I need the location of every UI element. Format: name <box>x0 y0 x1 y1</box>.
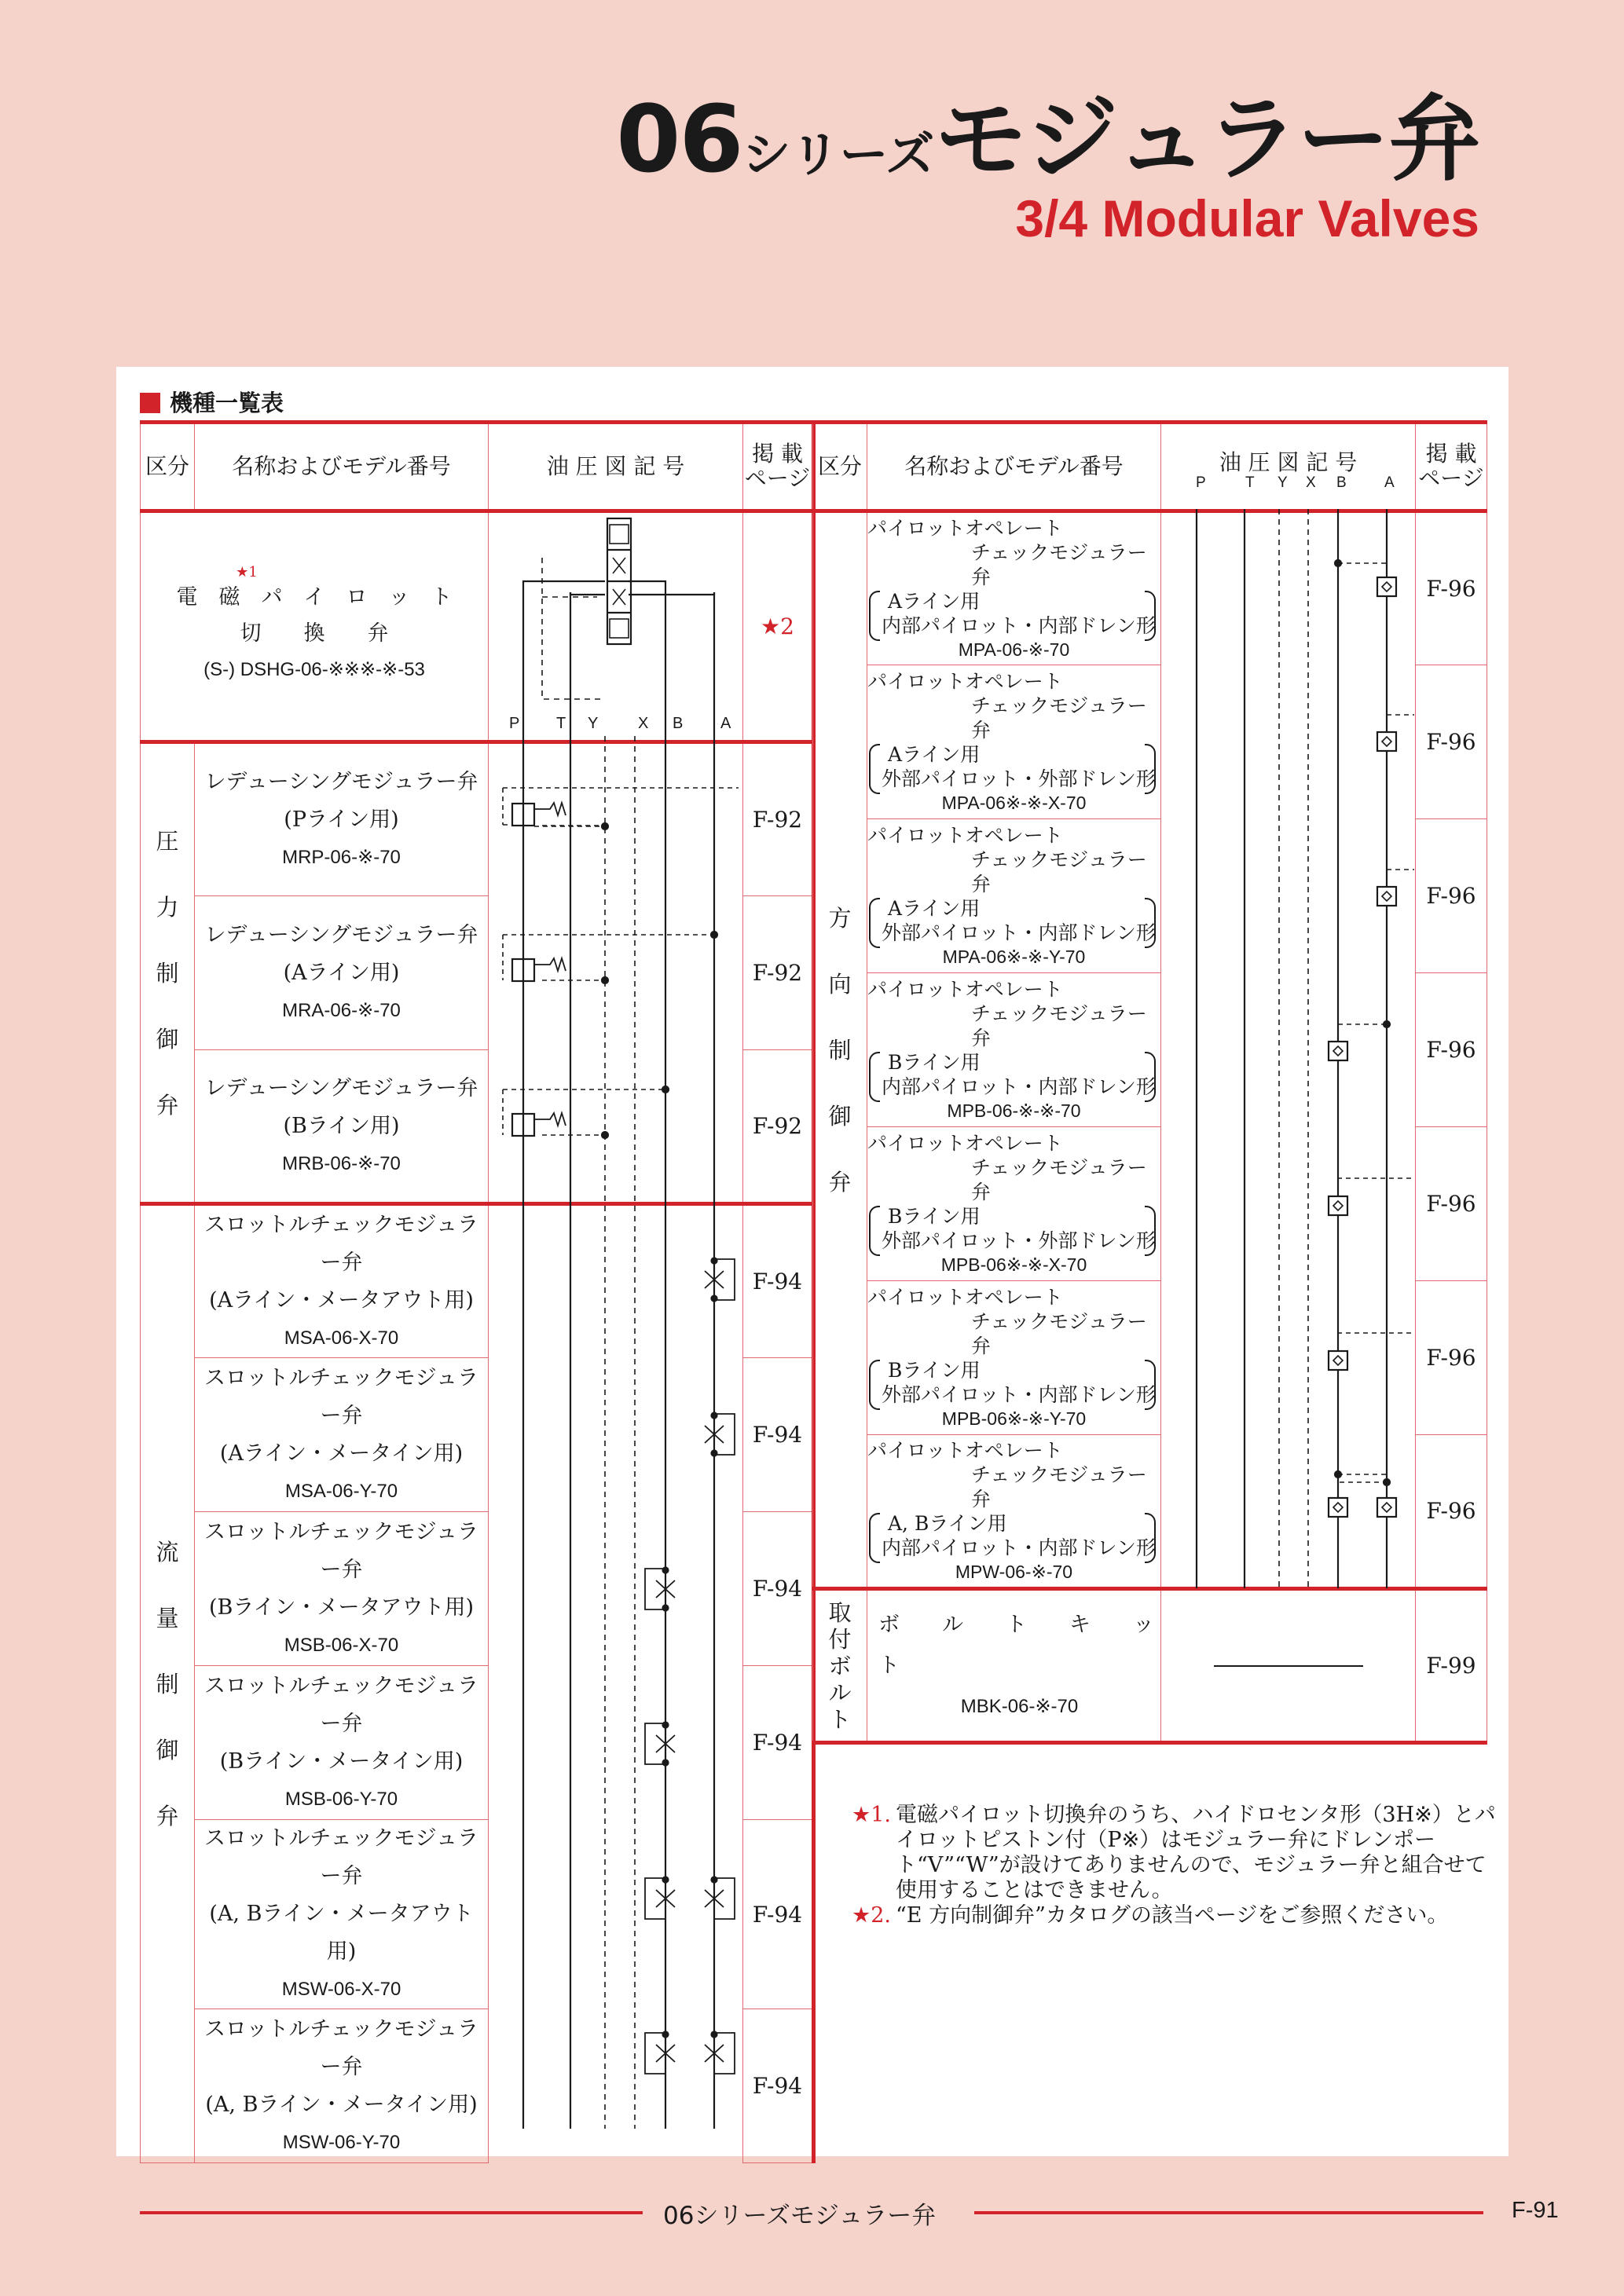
model-line4: 外部パイロット・外部ドレン形 <box>882 767 1156 790</box>
model-number: MSA-06-X-70 <box>284 1327 399 1349</box>
title-main: モジュラー弁 <box>934 85 1479 193</box>
cat-char: 向 <box>828 970 852 998</box>
footnote-key: ★2. <box>852 1903 891 1928</box>
model-line2: チェックモジュラー弁 <box>971 1155 1147 1203</box>
footer-rule-right <box>974 2211 1483 2214</box>
footnote-text: 電磁パイロット切換弁のうち、ハイドロセンタ形（3H※）とパイロットピストン付（P※）はモジュラー弁にドレンポート“V”“W”が設けてありませんので、モジュラー弁と組合せて使用することはできません。 <box>895 1803 1496 1902</box>
throttle-check-b-in-icon <box>645 1723 675 1766</box>
cat-char: ト <box>828 1705 852 1733</box>
model-sub: (Bライン用) <box>283 1113 400 1138</box>
cat-char: ボ <box>828 1652 852 1679</box>
port-label: Y <box>588 715 599 732</box>
cat-char: 制 <box>156 1671 179 1697</box>
solenoid-name-line1: 電 磁 パ イ ロ ッ ト <box>176 584 453 610</box>
model-name: スロットルチェックモジュラー弁 <box>203 1673 479 1736</box>
port-label: P <box>1196 474 1206 491</box>
reducing-valve-b-icon <box>503 1086 669 1138</box>
model-sub: (Aライン・メータアウト用) <box>209 1287 474 1313</box>
model-line3: Bライン用 <box>888 1204 981 1228</box>
model-line2: チェックモジュラー弁 <box>971 540 1147 588</box>
model-line2: チェックモジュラー弁 <box>971 1309 1147 1357</box>
solenoid-model: (S-) DSHG-06-※※※-※-53 <box>203 658 425 680</box>
model-name: レデューシングモジュラー弁 <box>204 1075 478 1100</box>
model-number: MRP-06-※-70 <box>282 846 401 868</box>
pilot-check-b-icon <box>1329 1333 1414 1370</box>
col-page-line1: 掲 載 <box>1425 441 1477 467</box>
model-name: スロットルチェックモジュラー弁 <box>203 1519 479 1582</box>
port-label: B <box>673 715 684 732</box>
footnote-text: “E 方向制御弁”カタログの該当ページをご参照ください。 <box>895 1903 1449 1928</box>
port-label: X <box>1306 474 1316 491</box>
footnote-1 <box>852 1803 1496 1903</box>
model-line4: 外部パイロット・内部ドレン形 <box>882 1382 1156 1406</box>
page-ref: F-94 <box>743 1666 814 1820</box>
page-ref: F-94 <box>743 1512 814 1666</box>
cat-char: 付 <box>828 1625 852 1653</box>
page-ref: F-94 <box>743 1358 814 1512</box>
solenoid-coil-icon <box>610 619 629 638</box>
cat-char: 方 <box>828 904 852 932</box>
model-number: MSA-06-Y-70 <box>284 1480 398 1502</box>
col-symbol-label: 油 圧 図 記 号 <box>1219 449 1358 475</box>
col-symbol: 油 圧 図 記 号 <box>489 423 743 511</box>
model-number: MSW-06-X-70 <box>281 1979 401 2000</box>
page-ref: F-94 <box>743 2009 814 2163</box>
cat-char: 御 <box>156 1025 179 1053</box>
throttle-check-ab-in-icon <box>645 2032 735 2074</box>
footer-title: 06シリーズモジュラー弁 <box>663 2202 937 2230</box>
cat-char: 弁 <box>156 1091 179 1119</box>
model-line4: 内部パイロット・内部ドレン形 <box>882 613 1156 637</box>
cat-char: 量 <box>156 1605 179 1631</box>
model-number: MRA-06-※-70 <box>282 999 401 1021</box>
port-label: B <box>1336 474 1347 491</box>
model-line1: パイロットオペレート <box>867 1285 1063 1309</box>
page-ref: F-94 <box>743 1204 814 1358</box>
col-category: 区分 <box>813 423 867 511</box>
footnotes <box>852 1803 1496 1928</box>
model-sub: (Aライン用) <box>283 960 400 985</box>
model-line4: 内部パイロット・内部ドレン形 <box>882 1536 1156 1559</box>
model-line2: チェックモジュラー弁 <box>971 1002 1147 1049</box>
model-line3: Bライン用 <box>888 1050 981 1074</box>
model-number: MPA-06-※-70 <box>958 639 1070 660</box>
port-label: A <box>1384 474 1395 491</box>
model-name: ボ ル ト キ ッ ト <box>878 1612 1197 1678</box>
model-name: スロットルチェックモジュラー弁 <box>203 2016 479 2079</box>
model-sub: (A, Bライン・メータアウト用) <box>209 1902 474 1964</box>
page-ref: F-96 <box>1416 665 1487 819</box>
page-ref: F-96 <box>1416 1281 1487 1435</box>
model-line2: チェックモジュラー弁 <box>971 1463 1147 1511</box>
solenoid-coil-icon <box>610 525 629 544</box>
model-line3: A, Bライン用 <box>888 1511 1007 1535</box>
cat-char: ル <box>828 1679 852 1706</box>
model-number: MPA-06※-※-X-70 <box>941 792 1087 813</box>
page-ref: F-96 <box>1416 1435 1487 1589</box>
pilot-check-a-icon <box>1377 870 1414 906</box>
cat-char: 力 <box>156 893 179 921</box>
solenoid-page: ★2 <box>743 511 814 742</box>
footer-rule-left <box>140 2211 643 2214</box>
model-line2: チェックモジュラー弁 <box>971 694 1147 742</box>
model-line4: 内部パイロット・内部ドレン形 <box>882 1075 1156 1098</box>
col-name: 名称およびモデル番号 <box>195 423 489 511</box>
footnote-2 <box>852 1903 1496 1928</box>
cat-char: 御 <box>156 1737 179 1763</box>
page-subtitle: 3/4 Modular Valves <box>1015 189 1479 247</box>
model-name: レデューシングモジュラー弁 <box>204 769 478 794</box>
cat-char: 弁 <box>828 1168 852 1196</box>
title-series: 06 <box>616 85 742 193</box>
model-number: MPB-06※-※-X-70 <box>940 1254 1087 1275</box>
solenoid-name-line2: 切 換 弁 <box>240 621 389 646</box>
solenoid-star: ★1 <box>236 563 258 580</box>
model-sub: (A, Bライン・メータイン用) <box>205 2092 478 2117</box>
page-ref: F-96 <box>1416 973 1487 1127</box>
col-page-line2: ページ <box>744 465 811 491</box>
port-label: Y <box>1278 474 1288 491</box>
cat-char: 御 <box>828 1102 852 1130</box>
pilot-check-b-icon <box>1329 1178 1414 1215</box>
model-sub: (Pライン用) <box>284 807 399 832</box>
page-ref: F-92 <box>743 1050 814 1204</box>
cat-char: 圧 <box>156 827 179 855</box>
model-name: スロットルチェックモジュラー弁 <box>203 1212 479 1275</box>
page-ref: F-96 <box>1416 511 1487 665</box>
pilot-check-a-icon <box>1377 715 1414 751</box>
model-number: MSW-06-Y-70 <box>282 2131 401 2153</box>
cat-char: 弁 <box>156 1803 179 1829</box>
model-line1: パイロットオペレート <box>867 1438 1063 1462</box>
throttle-check-b-out-icon <box>645 1568 675 1611</box>
model-line1: パイロットオペレート <box>867 516 1063 540</box>
model-number: MPB-06※-※-Y-70 <box>941 1408 1087 1429</box>
model-line1: パイロットオペレート <box>867 1131 1063 1155</box>
model-line1: パイロットオペレート <box>867 977 1063 1001</box>
cat-char: 制 <box>156 959 179 987</box>
model-name: スロットルチェックモジュラー弁 <box>203 1826 479 1888</box>
throttle-check-ab-out-icon <box>645 1877 735 1920</box>
model-sub: (Aライン・メータイン用) <box>219 1441 464 1466</box>
col-page-line2: ページ <box>1418 465 1484 491</box>
title-series-kana: シリーズ <box>742 126 935 183</box>
model-line3: Bライン用 <box>888 1358 981 1382</box>
section-title-text: 機種一覧表 <box>170 390 284 416</box>
throttle-check-a-in-icon <box>705 1413 735 1456</box>
port-label: T <box>556 715 566 732</box>
model-number: MPB-06-※-※-70 <box>947 1100 1081 1121</box>
col-name: 名称およびモデル番号 <box>867 423 1161 511</box>
pilot-line-icon <box>542 558 605 699</box>
model-line3: Aライン用 <box>888 589 981 613</box>
page-ref: F-92 <box>743 896 814 1050</box>
page-ref: F-96 <box>1416 1127 1487 1281</box>
model-number: MPW-06-※-70 <box>955 1561 1073 1582</box>
cat-char: 流 <box>156 1539 179 1565</box>
throttle-check-a-out-icon <box>705 1258 735 1302</box>
model-name: レデューシングモジュラー弁 <box>204 922 478 947</box>
model-number: MRB-06-※-70 <box>282 1152 401 1174</box>
cat-char: 制 <box>828 1036 852 1064</box>
model-sub: (Bライン・メータアウト用) <box>208 1595 475 1620</box>
model-name: スロットルチェックモジュラー弁 <box>203 1365 479 1428</box>
model-line4: 外部パイロット・外部ドレン形 <box>882 1229 1156 1252</box>
model-number: MSB-06-Y-70 <box>284 1788 398 1810</box>
cat-char: 取 <box>828 1598 852 1626</box>
port-label: T <box>1245 474 1255 491</box>
model-line3: Aライン用 <box>888 742 981 766</box>
model-line3: Aライン用 <box>888 896 981 920</box>
page-ref: F-94 <box>743 1820 814 2009</box>
page-number: F-91 <box>1512 2198 1559 2223</box>
port-label: P <box>509 715 520 732</box>
model-number: MSB-06-X-70 <box>284 1634 399 1656</box>
model-number: MBK-06-※-70 <box>960 1695 1079 1717</box>
page-ref: F-92 <box>743 742 814 896</box>
model-line2: チェックモジュラー弁 <box>971 848 1147 895</box>
page-ref: F-99 <box>1416 1589 1487 1743</box>
solenoid-piping <box>523 581 714 595</box>
reducing-valve-p-icon <box>503 788 739 829</box>
page-ref: F-96 <box>1416 819 1487 973</box>
port-label: A <box>720 715 731 732</box>
model-number: MPA-06※-※-Y-70 <box>942 946 1086 967</box>
model-line1: パイロットオペレート <box>867 669 1063 693</box>
port-label: X <box>638 715 649 732</box>
col-page-line1: 掲 載 <box>752 441 803 467</box>
model-sub: (Bライン・メータイン用) <box>219 1749 464 1774</box>
model-line4: 外部パイロット・内部ドレン形 <box>882 921 1156 944</box>
model-line1: パイロットオペレート <box>867 823 1063 847</box>
footnote-key: ★1. <box>852 1803 891 1827</box>
reducing-valve-a-icon <box>503 932 717 983</box>
col-category: 区分 <box>141 423 195 511</box>
